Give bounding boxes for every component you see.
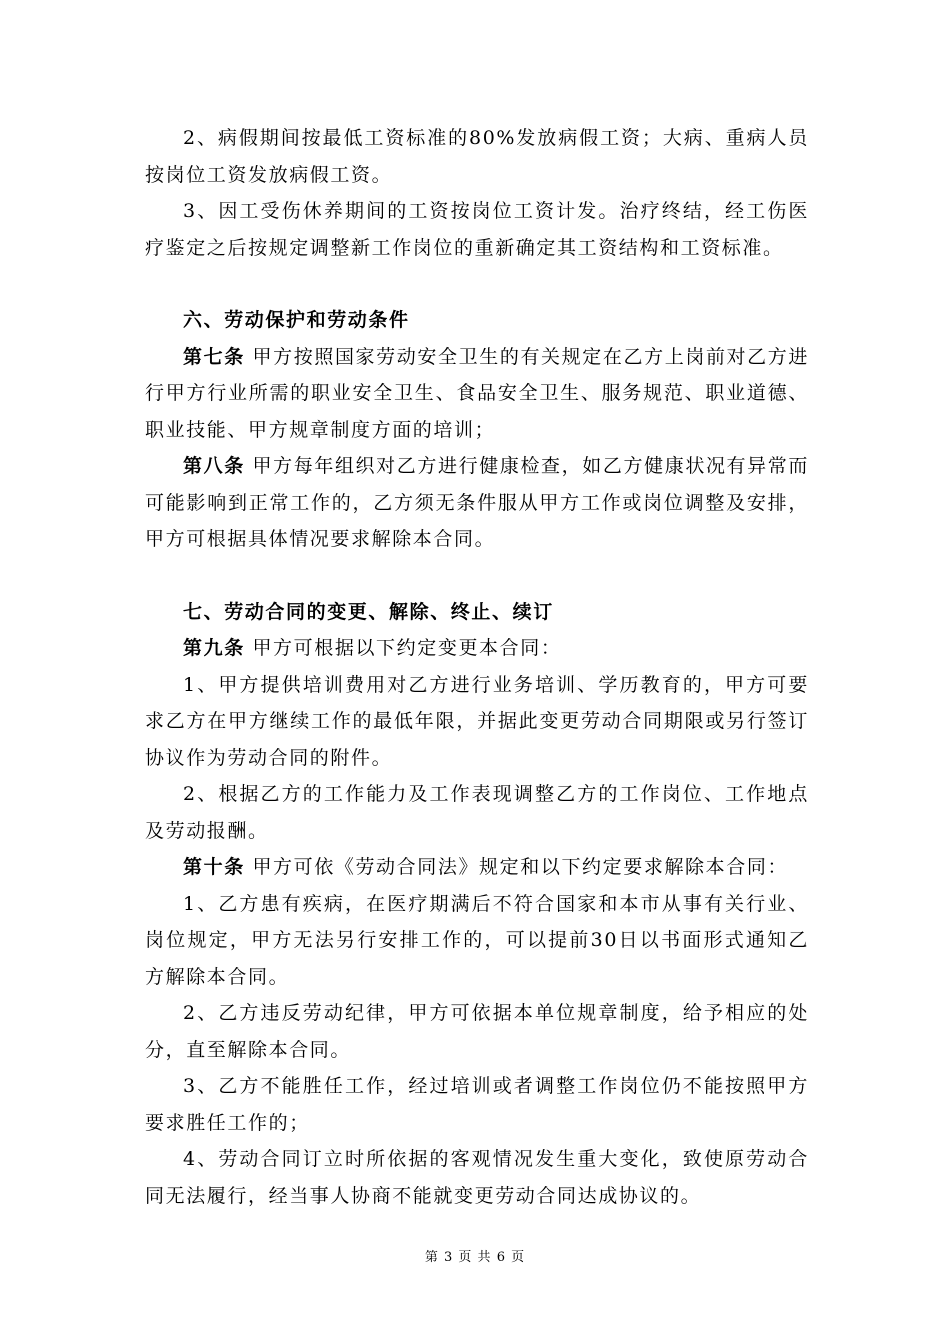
document-body [145,120,809,1214]
article-10-item-1: 1、乙方患有疾病，在医疗期满后不符合国家和本市从事有关行业、岗位规定，甲方无法另行安排工作的，可以提前30日以书面形式通知乙方解除本合同。 [145,892,809,988]
section-gap [145,558,809,594]
section-gap [145,266,809,302]
page-number-footer: 第 3 页 共 6 页 [424,1250,526,1265]
article-9-text: 甲方可根据以下约定变更本合同： [244,637,562,659]
article-9-label: 第九条 [183,637,245,659]
article-9-item-2: 2、根据乙方的工作能力及工作表现调整乙方的工作岗位、工作地点及劳动报酬。 [145,783,809,842]
paragraph-sick-leave-pay: 2、病假期间按最低工资标准的80%发放病假工资；大病、重病人员按岗位工资发放病假工资。 [145,127,809,186]
article-9-item-1: 1、甲方提供培训费用对乙方进行业务培训、学历教育的，甲方可要求乙方在甲方继续工作的最低年限，并据此变更劳动合同期限或另行签订协议作为劳动合同的附件。 [145,673,809,769]
article-8 [145,448,809,558]
article-10-label: 第十条 [183,856,245,878]
article-7-text: 甲方按照国家劳动安全卫生的有关规定在乙方上岗前对乙方进行甲方行业所需的职业安全卫生、食品安全卫生、服务规范、职业道德、职业技能、甲方规章制度方面的培训； [145,345,809,441]
section-heading-7: 七、劳动合同的变更、解除、终止、续订 [183,600,554,623]
paragraph-injury-pay: 3、因工受伤休养期间的工资按岗位工资计发。治疗终结，经工伤医疗鉴定之后按规定调整新工作岗位的重新确定其工资结构和工资标准。 [145,200,809,259]
article-9 [145,630,809,667]
article-8-text: 甲方每年组织对乙方进行健康检查，如乙方健康状况有异常而可能影响到正常工作的，乙方须无条件服从甲方工作或岗位调整及安排，甲方可根据具体情况要求解除本合同。 [145,455,809,550]
article-10-item-2: 2、乙方违反劳动纪律，甲方可依据本单位规章制度，给予相应的处分，直至解除本合同。 [145,1002,809,1061]
article-10-item-4: 4、劳动合同订立时所依据的客观情况发生重大变化，致使原劳动合同无法履行，经当事人协商不能就变更劳动合同达成协议的。 [145,1148,809,1207]
article-10-text: 甲方可依《劳动合同法》规定和以下约定要求解除本合同： [244,856,789,878]
article-7 [145,339,809,449]
article-10-item-3: 3、乙方不能胜任工作，经过培训或者调整工作岗位仍不能按照甲方要求胜任工作的； [145,1075,809,1134]
section-heading-6: 六、劳动保护和劳动条件 [183,309,410,331]
article-8-label: 第八条 [183,455,245,477]
article-7-label: 第七条 [183,345,245,368]
article-10 [145,849,809,886]
